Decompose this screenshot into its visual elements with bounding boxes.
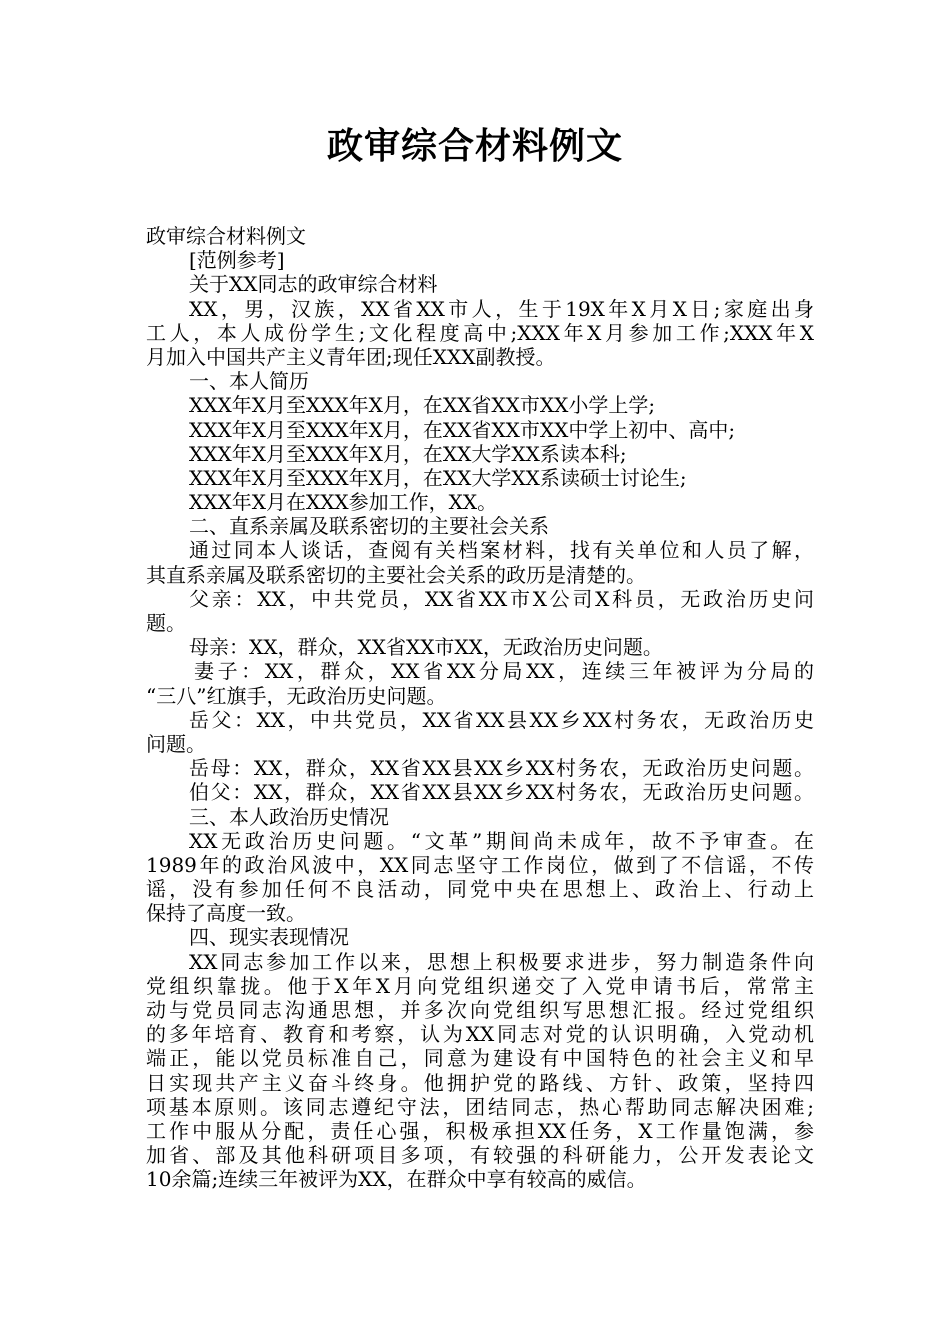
paragraph-line: 1989年的政治风波中，XX同志坚守工作岗位，做到了不信谣，不传	[146, 852, 814, 877]
relative-entry: 岳母：XX，群众，XX省XX县XX乡XX村务农，无政治历史问题。	[189, 756, 814, 781]
relative-entry: 妻子：XX，群众，XX省XX分局XX，连续三年被评为分局的	[194, 659, 814, 684]
relative-entry: 父亲：XX，中共党员，XX省XX市X公司X科员，无政治历史问	[189, 586, 814, 611]
paragraph-line: 通过同本人谈话，查阅有关档案材料，找有关单位和人员了解，	[189, 538, 814, 563]
material-subject: 关于XX同志的政审综合材料	[189, 272, 438, 297]
relative-entry: 题。	[146, 611, 186, 635]
paragraph-line: 谣，没有参加任何不良活动，同党中央在思想上、政治上、行动上	[146, 877, 814, 902]
resume-item: XXX年X月至XXX年X月，在XX省XX市XX中学上初中、高中;	[189, 417, 736, 442]
paragraph-line: 工人，本人成份学生;文化程度高中;XXX年X月参加工作;XXX年X	[146, 320, 814, 345]
paragraph-line: 端正，能以党员标准自己，同意为建设有中国特色的社会主义和早	[146, 1046, 814, 1071]
relative-entry: 母亲：XX，群众，XX省XX市XX，无政治历史问题。	[189, 635, 663, 660]
document-title: 政审综合材料例文	[326, 126, 623, 167]
paragraph-line: 的多年培育、教育和考察，认为XX同志对党的认识明确，入党动机	[146, 1022, 814, 1047]
relative-entry: “三八”红旗手，无政治历史问题。	[146, 683, 447, 708]
paragraph-line: 工作中服从分配，责任心强，积极承担XX任务，X工作量饱满，参	[146, 1118, 814, 1143]
paragraph-line: XX无政治历史问题。“文革”期间尚未成年，故不予审查。在	[189, 828, 814, 853]
paragraph-line: XX，男，汉族，XX省XX市人，生于19X年X月X日;家庭出身	[189, 296, 814, 321]
relative-entry: 伯父：XX，群众，XX省XX县XX乡XX村务农，无政治历史问题。	[189, 780, 814, 805]
paragraph-line: 党组织靠拢。他于X年X月向党组织递交了入党申请书后，常常主	[146, 973, 814, 998]
paragraph-line: 保持了高度一致。	[146, 901, 306, 926]
paragraph-line: 项基本原则。该同志遵纪守法，团结同志，热心帮助同志解决困难;	[146, 1094, 814, 1119]
section-heading: 一、本人简历	[189, 369, 309, 394]
resume-item: XXX年X月至XXX年X月，在XX省XX市XX小学上学;	[189, 393, 656, 418]
body-heading: 政审综合材料例文	[146, 224, 306, 248]
resume-item: XXX年X月至XXX年X月，在XX大学XX系读本科;	[189, 441, 627, 466]
section-heading: 三、本人政治历史情况	[189, 804, 389, 829]
document-body	[146, 224, 814, 1192]
resume-item: XXX年X月至XXX年X月，在XX大学XX系读硕士讨论生;	[189, 465, 687, 490]
paragraph-line: 加省、部及其他科研项目多项，有较强的科研能力，公开发表论文	[146, 1143, 814, 1168]
paragraph-line: XX同志参加工作以来，思想上积极要求进步，努力制造条件向	[189, 949, 814, 974]
section-heading: 四、现实表现情况	[189, 925, 349, 950]
paragraph-line: 10余篇;连续三年被评为XX，在群众中享有较高的威信。	[146, 1167, 647, 1192]
paragraph-line: 月加入中国共产主义青年团;现任XXX副教授。	[146, 344, 556, 369]
paragraph-line: 日实现共产主义奋斗终身。他拥护党的路线、方针、政策，坚持四	[146, 1070, 814, 1095]
resume-item: XXX年X月在XXX参加工作，XX。	[189, 490, 498, 515]
paragraph-line: 动与党员同志沟通思想，并多次向党组织写思想汇报。经过党组织	[146, 998, 814, 1022]
paragraph-line: 其直系亲属及联系密切的主要社会关系的政历是清楚的。	[146, 562, 646, 587]
relative-entry: 岳父：XX，中共党员，XX省XX县XX乡XX村务农，无政治历史	[189, 707, 814, 732]
relative-entry: 问题。	[146, 731, 206, 756]
section-heading: 二、直系亲属及联系密切的主要社会关系	[189, 514, 549, 539]
example-tag: [范例参考]	[189, 248, 285, 273]
